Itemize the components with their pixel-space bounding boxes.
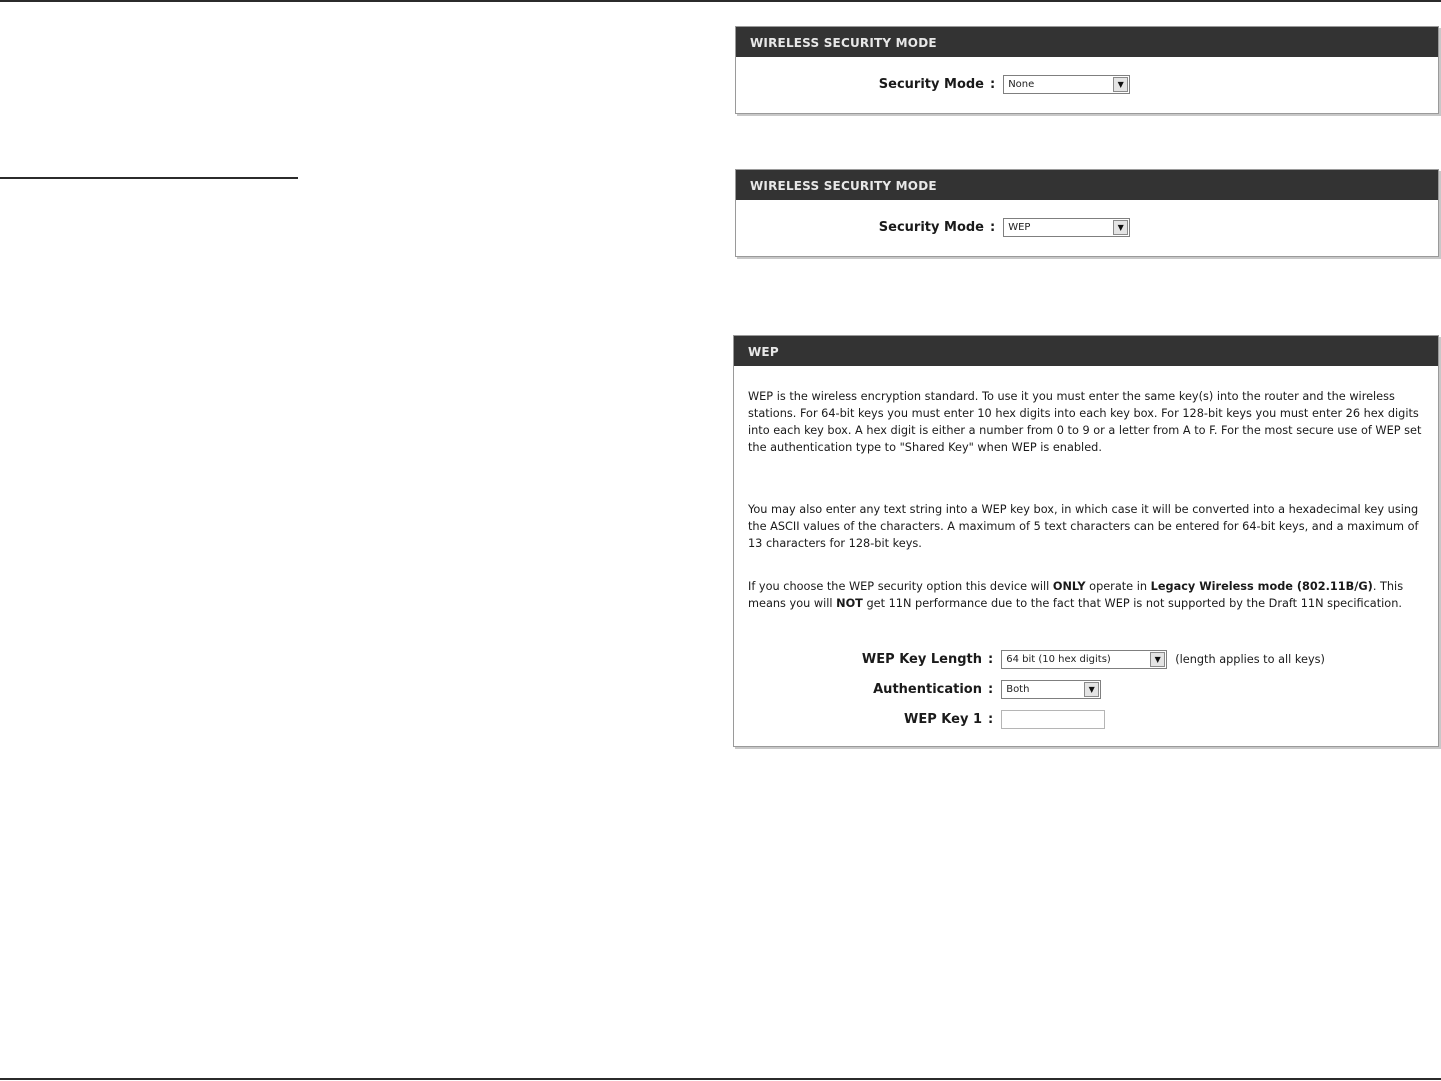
wep-key-length-select[interactable] bbox=[1001, 650, 1167, 669]
wep-key-length-value: 64 bit (10 hex digits) bbox=[1006, 654, 1111, 665]
security-mode-value: WEP bbox=[1008, 222, 1031, 233]
wep-panel bbox=[733, 335, 1439, 747]
top-rule bbox=[0, 0, 1441, 2]
security-mode-select[interactable] bbox=[1003, 75, 1130, 94]
wireless-security-mode-panel-none bbox=[735, 26, 1439, 114]
chevron-down-icon: ▼ bbox=[1113, 77, 1128, 92]
section-rule bbox=[0, 177, 298, 179]
authentication-label: Authentication bbox=[873, 682, 982, 697]
security-mode-label: Security Mode bbox=[878, 77, 984, 92]
wireless-security-mode-panel-wep bbox=[735, 169, 1439, 257]
chevron-down-icon: ▼ bbox=[1113, 220, 1128, 235]
para3-text-e: . This means you will bbox=[748, 580, 1404, 610]
colon: : bbox=[988, 712, 994, 727]
panel-title: WEP bbox=[734, 336, 1438, 366]
wep-key-1-label: WEP Key 1 bbox=[904, 712, 982, 727]
colon: : bbox=[988, 682, 994, 697]
key-length-note: (length applies to all keys) bbox=[1175, 653, 1325, 666]
wep-legacy-mode-paragraph bbox=[748, 578, 1424, 612]
para3-text-g: get 11N performance due to the fact that WEP is not supported by the Draft 11N specification. bbox=[862, 597, 1402, 610]
security-mode-select[interactable] bbox=[1003, 218, 1130, 237]
colon: : bbox=[990, 77, 996, 92]
wep-key-1-input[interactable] bbox=[1001, 710, 1105, 729]
chevron-down-icon: ▼ bbox=[1084, 682, 1099, 697]
colon: : bbox=[988, 652, 994, 667]
colon: : bbox=[990, 220, 996, 235]
para3-text-a: If you choose the WEP security option this device will bbox=[748, 580, 1053, 593]
wep-text-key-paragraph: You may also enter any text string into a WEP key box, in which case it will be converted into a hexadecimal key using the ASCII values of the characters. A maximum of 5 text characters can be entered for 64-bit keys, and a maximum of 13 characters for 128-bit keys. bbox=[748, 503, 1419, 550]
security-mode-label: Security Mode bbox=[878, 220, 984, 235]
para3-not: NOT bbox=[836, 597, 863, 610]
wep-description-paragraph: WEP is the wireless encryption standard. To use it you must enter the same key(s) into the router and the wireless stations. For 64-bit keys you must enter 10 hex digits into each key box. For 128-bit keys you must enter 26 hex digits into each key box. A hex digit is either a number from 0 to 9 or a letter from A to F. For the most secure use of WEP set the authentication type to "Shared Key" when WEP is enabled. bbox=[748, 390, 1422, 454]
security-mode-value: None bbox=[1008, 79, 1035, 90]
panel-title: WIRELESS SECURITY MODE bbox=[736, 170, 1438, 200]
authentication-value: Both bbox=[1006, 684, 1030, 695]
panel-title: WIRELESS SECURITY MODE bbox=[736, 27, 1438, 57]
wep-key-length-label: WEP Key Length bbox=[861, 652, 982, 667]
bottom-rule bbox=[0, 1078, 1441, 1080]
chevron-down-icon: ▼ bbox=[1150, 652, 1165, 667]
para3-legacy-mode: Legacy Wireless mode (802.11B/G) bbox=[1150, 580, 1373, 593]
para3-text-c: operate in bbox=[1085, 580, 1151, 593]
para3-only: ONLY bbox=[1052, 580, 1086, 593]
authentication-select[interactable] bbox=[1001, 680, 1101, 699]
